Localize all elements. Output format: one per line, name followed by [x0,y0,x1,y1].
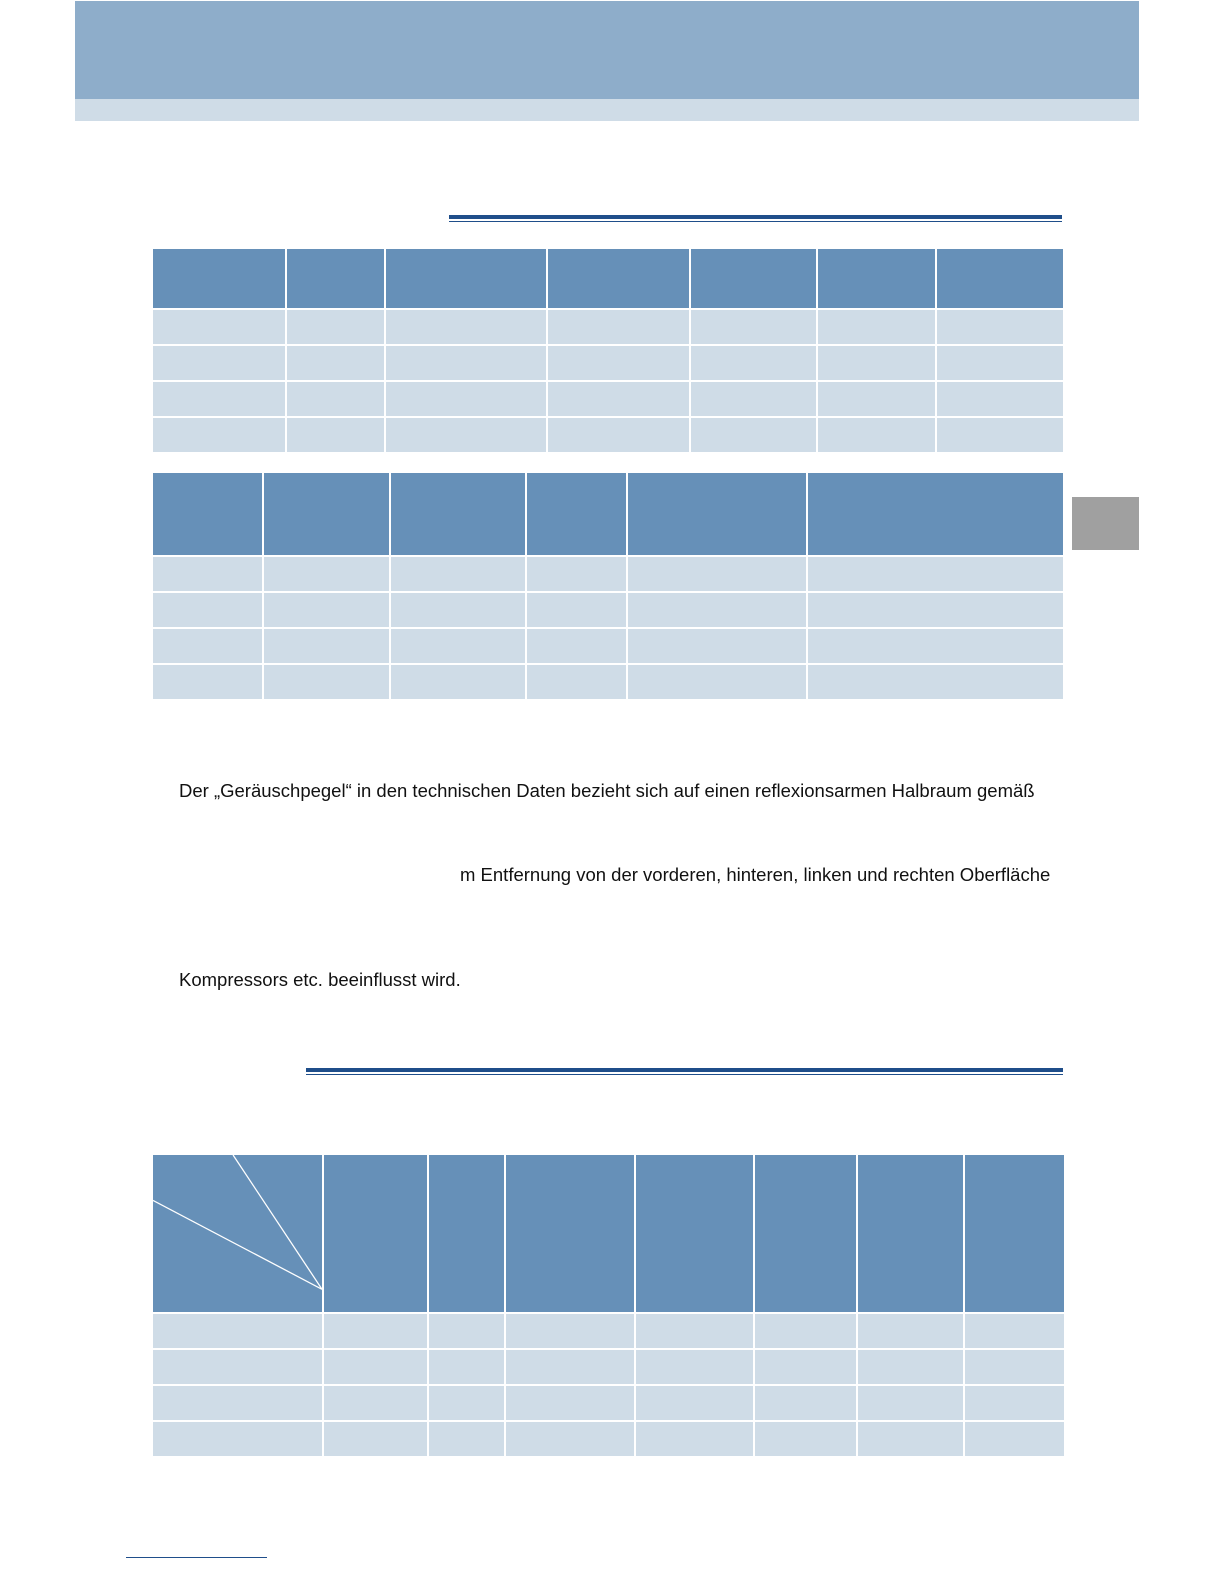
header-cell [263,472,390,556]
table-cell [428,1349,505,1385]
table-cell [690,417,817,453]
table-cell [526,664,627,700]
table-cell [390,592,526,628]
table-row [152,1349,1065,1385]
header-cell [323,1154,428,1313]
header-cell [152,248,286,309]
table-cell [505,1349,635,1385]
table-cell [385,345,547,381]
table-cell [807,592,1064,628]
table-cell [152,381,286,417]
spec-table-3 [151,1153,1066,1458]
header-cell [152,472,263,556]
table-cell [263,664,390,700]
table-cell [505,1385,635,1421]
table-cell [754,1313,857,1349]
table-cell [807,664,1064,700]
table-cell [635,1313,754,1349]
table-cell [152,664,263,700]
table-cell [936,381,1064,417]
table-cell [627,592,807,628]
header-cell [754,1154,857,1313]
table-cell [857,1421,964,1457]
table-cell [323,1421,428,1457]
table-cell [286,309,385,345]
table-row [152,592,1064,628]
header-cell [817,248,936,309]
table-cell [152,1385,323,1421]
table-cell [152,628,263,664]
table-cell [385,309,547,345]
table-cell [152,309,286,345]
table-cell [964,1349,1065,1385]
table-cell [152,1349,323,1385]
noise-paragraph-line-1: Der „Geräuschpegel“ in den technischen Daten bezieht sich auf einen reflexionsarmen Halbraum gemäß [179,780,1035,801]
table-cell [152,417,286,453]
table-cell [817,381,936,417]
header-cell [547,248,690,309]
table-cell [323,1313,428,1349]
table-cell [936,309,1064,345]
header-cell [627,472,807,556]
table-cell [754,1421,857,1457]
section-rule-top [449,215,1062,223]
table-cell [390,628,526,664]
table-cell [690,381,817,417]
table-cell [152,345,286,381]
header-cell [428,1154,505,1313]
rule-thin-line [449,221,1062,222]
header-band [75,1,1139,99]
rule-thick-line [449,215,1062,219]
spec-table-2 [151,471,1065,701]
noise-paragraph-line-2: m Entfernung von der vorderen, hinteren, linken und rechten Oberfläche [460,864,1051,885]
table-row [152,664,1064,700]
table-cell [635,1349,754,1385]
header-cell [390,472,526,556]
table-cell [627,628,807,664]
table-cell [627,664,807,700]
table-row [152,556,1064,592]
table-cell [817,345,936,381]
table-cell [807,556,1064,592]
table-row [152,1385,1065,1421]
table-cell [635,1385,754,1421]
table-cell [547,309,690,345]
table-cell [286,417,385,453]
section-rule-bottom [306,1068,1063,1076]
table-cell [754,1349,857,1385]
table-cell [526,628,627,664]
table-cell [286,381,385,417]
header-sub-band [75,99,1139,121]
table-cell [857,1385,964,1421]
table-cell [817,417,936,453]
table-cell [807,628,1064,664]
table-cell [263,628,390,664]
table-cell [526,556,627,592]
table-cell [428,1385,505,1421]
table-cell [964,1313,1065,1349]
table-cell [505,1313,635,1349]
header-cell [857,1154,964,1313]
table-cell [754,1385,857,1421]
rule-thin-line [306,1074,1063,1075]
table-cell [152,1313,323,1349]
table-cell [547,417,690,453]
header-cell [286,248,385,309]
header-cell [505,1154,635,1313]
table-row [152,628,1064,664]
table-header-row [152,248,1064,309]
table-cell [286,345,385,381]
footnote-rule [126,1557,267,1558]
header-cell [807,472,1064,556]
table-cell [690,309,817,345]
header-cell [526,472,627,556]
side-tab-marker [1072,497,1139,550]
table-cell [390,664,526,700]
header-cell [964,1154,1065,1313]
table-cell [385,381,547,417]
table-cell [263,592,390,628]
header-cell [936,248,1064,309]
rule-thick-line [306,1068,1063,1072]
table-cell [857,1349,964,1385]
table-cell [390,556,526,592]
table-cell [817,309,936,345]
table-cell [936,345,1064,381]
table-cell [964,1421,1065,1457]
table-cell [152,1421,323,1457]
header-cell [635,1154,754,1313]
table-cell [547,381,690,417]
table-header-row [152,472,1064,556]
table-row [152,345,1064,381]
table-cell [152,556,263,592]
spec-table-1 [151,247,1065,454]
table-cell [547,345,690,381]
diagonal-lines [153,1155,322,1312]
table-cell [428,1421,505,1457]
table-cell [428,1313,505,1349]
table-cell [152,592,263,628]
noise-paragraph-line-3: Kompressors etc. beeinflusst wird. [179,969,461,990]
table-row [152,1421,1065,1457]
table-cell [964,1385,1065,1421]
table-cell [635,1421,754,1457]
table-cell [936,417,1064,453]
table-row [152,1313,1065,1349]
table-cell [323,1349,428,1385]
table-cell [526,592,627,628]
table-cell [690,345,817,381]
table-cell [505,1421,635,1457]
header-cell [385,248,547,309]
table-cell [857,1313,964,1349]
table-cell [263,556,390,592]
table-cell [627,556,807,592]
table-cell [323,1385,428,1421]
table-row [152,417,1064,453]
table-cell [385,417,547,453]
table-row [152,381,1064,417]
table-row [152,309,1064,345]
table-header-row [152,1154,1065,1313]
diagonal-corner-cell [152,1154,323,1313]
header-cell [690,248,817,309]
